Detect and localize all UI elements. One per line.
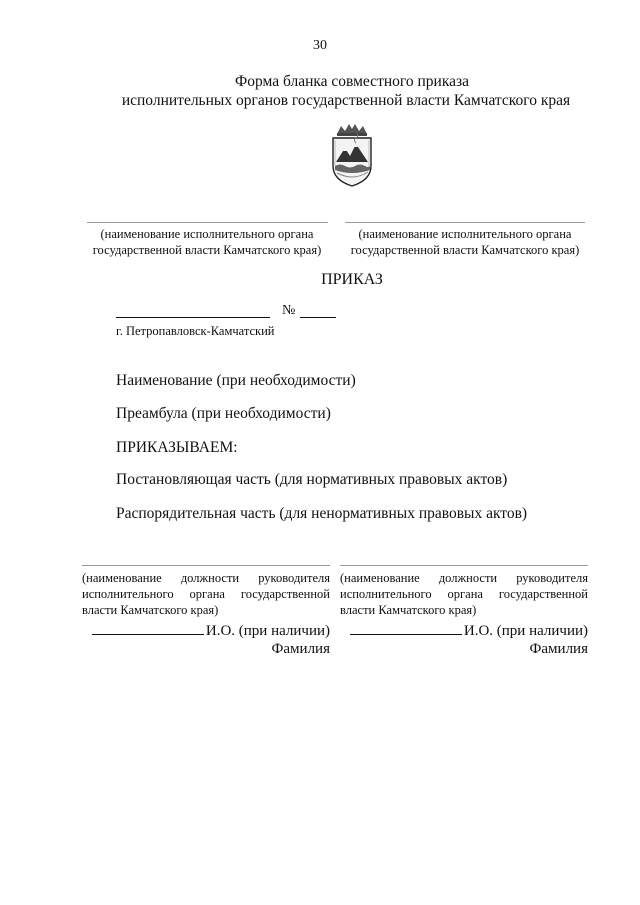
org-right-name-line bbox=[345, 222, 585, 223]
signature-left-surname: Фамилия bbox=[271, 641, 330, 657]
signature-right-surname: Фамилия bbox=[529, 641, 588, 657]
body-name-line: Наименование (при необходимости) bbox=[116, 372, 356, 389]
org-right-caption-line-2: государственной власти Камчатского края) bbox=[350, 243, 580, 257]
form-title bbox=[0, 72, 640, 110]
page-number: 30 bbox=[313, 38, 327, 53]
org-right-caption bbox=[340, 226, 590, 258]
signature-right-initials: И.О. (при наличии) bbox=[463, 623, 588, 639]
city-caption: г. Петропавловск-Камчатский bbox=[116, 324, 275, 338]
signature-right-blank bbox=[350, 633, 462, 635]
order-title: ПРИКАЗ bbox=[321, 271, 383, 288]
number-sign: № bbox=[282, 303, 296, 318]
signature-right-caption: (наименование должности руководителя исполнительного органа государственной власти Камчатского края) bbox=[340, 571, 588, 617]
signature-left-line bbox=[82, 565, 330, 566]
form-title-line-2: исполнительных органов государственной власти Камчатского края bbox=[121, 92, 571, 109]
body-order-word: ПРИКАЗЫВАЕМ: bbox=[116, 439, 238, 456]
signature-left-caption: (наименование должности руководителя исполнительного органа государственной власти Камчатского края) bbox=[82, 571, 330, 617]
date-line bbox=[116, 317, 270, 318]
org-left-caption-line-2: государственной власти Камчатского края) bbox=[92, 243, 322, 257]
org-right-caption-line-1: (наименование исполнительного органа bbox=[358, 227, 572, 241]
signature-right-name bbox=[340, 622, 588, 658]
signature-left-name bbox=[82, 622, 330, 658]
kamchatka-coat-of-arms-icon bbox=[323, 122, 381, 190]
signature-right-line bbox=[340, 565, 588, 566]
form-title-line-1: Форма бланка совместного приказа bbox=[235, 73, 469, 90]
org-left-caption bbox=[82, 226, 332, 258]
org-left-name-line bbox=[87, 222, 328, 223]
signature-left-blank bbox=[92, 633, 204, 635]
body-preamble-line: Преамбула (при необходимости) bbox=[116, 405, 331, 422]
org-left-caption-line-1: (наименование исполнительного органа bbox=[100, 227, 314, 241]
signature-left-initials: И.О. (при наличии) bbox=[205, 623, 330, 639]
body-normative-line: Постановляющая часть (для нормативных правовых актов) bbox=[116, 471, 508, 488]
number-line bbox=[300, 317, 336, 318]
body-administrative-line: Распорядительная часть (для ненормативных правовых актов) bbox=[116, 505, 528, 522]
